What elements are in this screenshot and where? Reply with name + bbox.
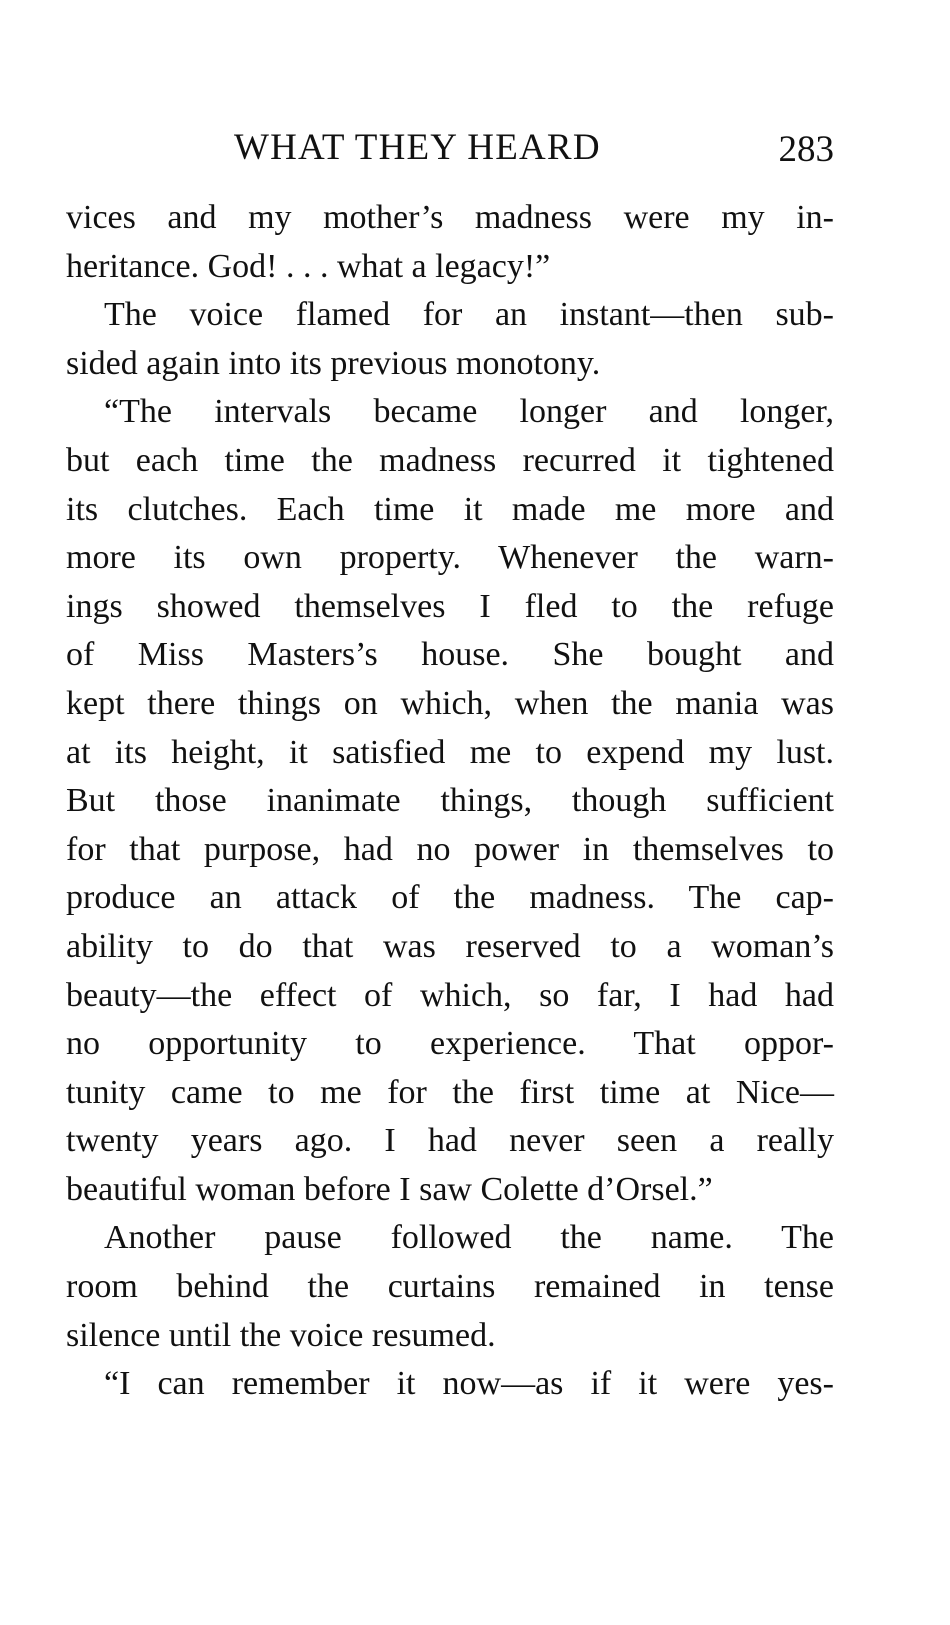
text-line: Another pause followed the name. The [104, 1219, 834, 1257]
text-line: The voice flamed for an instant—then sub- [104, 296, 834, 334]
text-line: ings showed themselves I fled to the refuge [66, 587, 834, 625]
text-line: its clutches. Each time it made me more and [66, 490, 834, 528]
text-line: twenty years ago. I had never seen a really [66, 1122, 834, 1160]
text-line: at its height, it satisfied me to expend my lust. [66, 733, 834, 771]
running-head [66, 120, 834, 176]
text-line: vices and my mother’s madness were my in- [66, 199, 834, 236]
text-line: tunity came to me for the first time at Nice— [66, 1073, 834, 1111]
text-line: silence until the voice resumed. [66, 1316, 496, 1354]
text-line: heritance. God! . . . what a legacy!” [66, 247, 551, 285]
text-line: but each time the madness recurred it tightened [66, 441, 834, 479]
text-line: beautiful woman before I saw Colette d’Orsel.” [66, 1170, 713, 1208]
text-line: But those inanimate things, though sufficient [66, 782, 834, 820]
text-line: “The intervals became longer and longer, [104, 393, 834, 431]
text-line: room behind the curtains remained in tense [66, 1268, 834, 1306]
text-line: kept there things on which, when the mania was [66, 684, 834, 722]
text-line: more its own property. Whenever the warn- [66, 539, 834, 577]
text-line: no opportunity to experience. That oppor- [66, 1025, 834, 1063]
text-line: beauty—the effect of which, so far, I had had [66, 976, 834, 1014]
text-line: sided again into its previous monotony. [66, 344, 601, 382]
text-line: “I can remember it now—as if it were yes- [104, 1365, 834, 1403]
text-line: produce an attack of the madness. The cap- [66, 879, 834, 917]
text-line: of Miss Masters’s house. She bought and [66, 636, 834, 674]
text-line: for that purpose, had no power in themselves to [66, 830, 834, 868]
running-title: WHAT THEY HEARD [234, 127, 601, 168]
body-text [66, 194, 834, 1409]
text-line: ability to do that was reserved to a woman’s [66, 927, 834, 965]
page-number: 283 [778, 129, 834, 170]
